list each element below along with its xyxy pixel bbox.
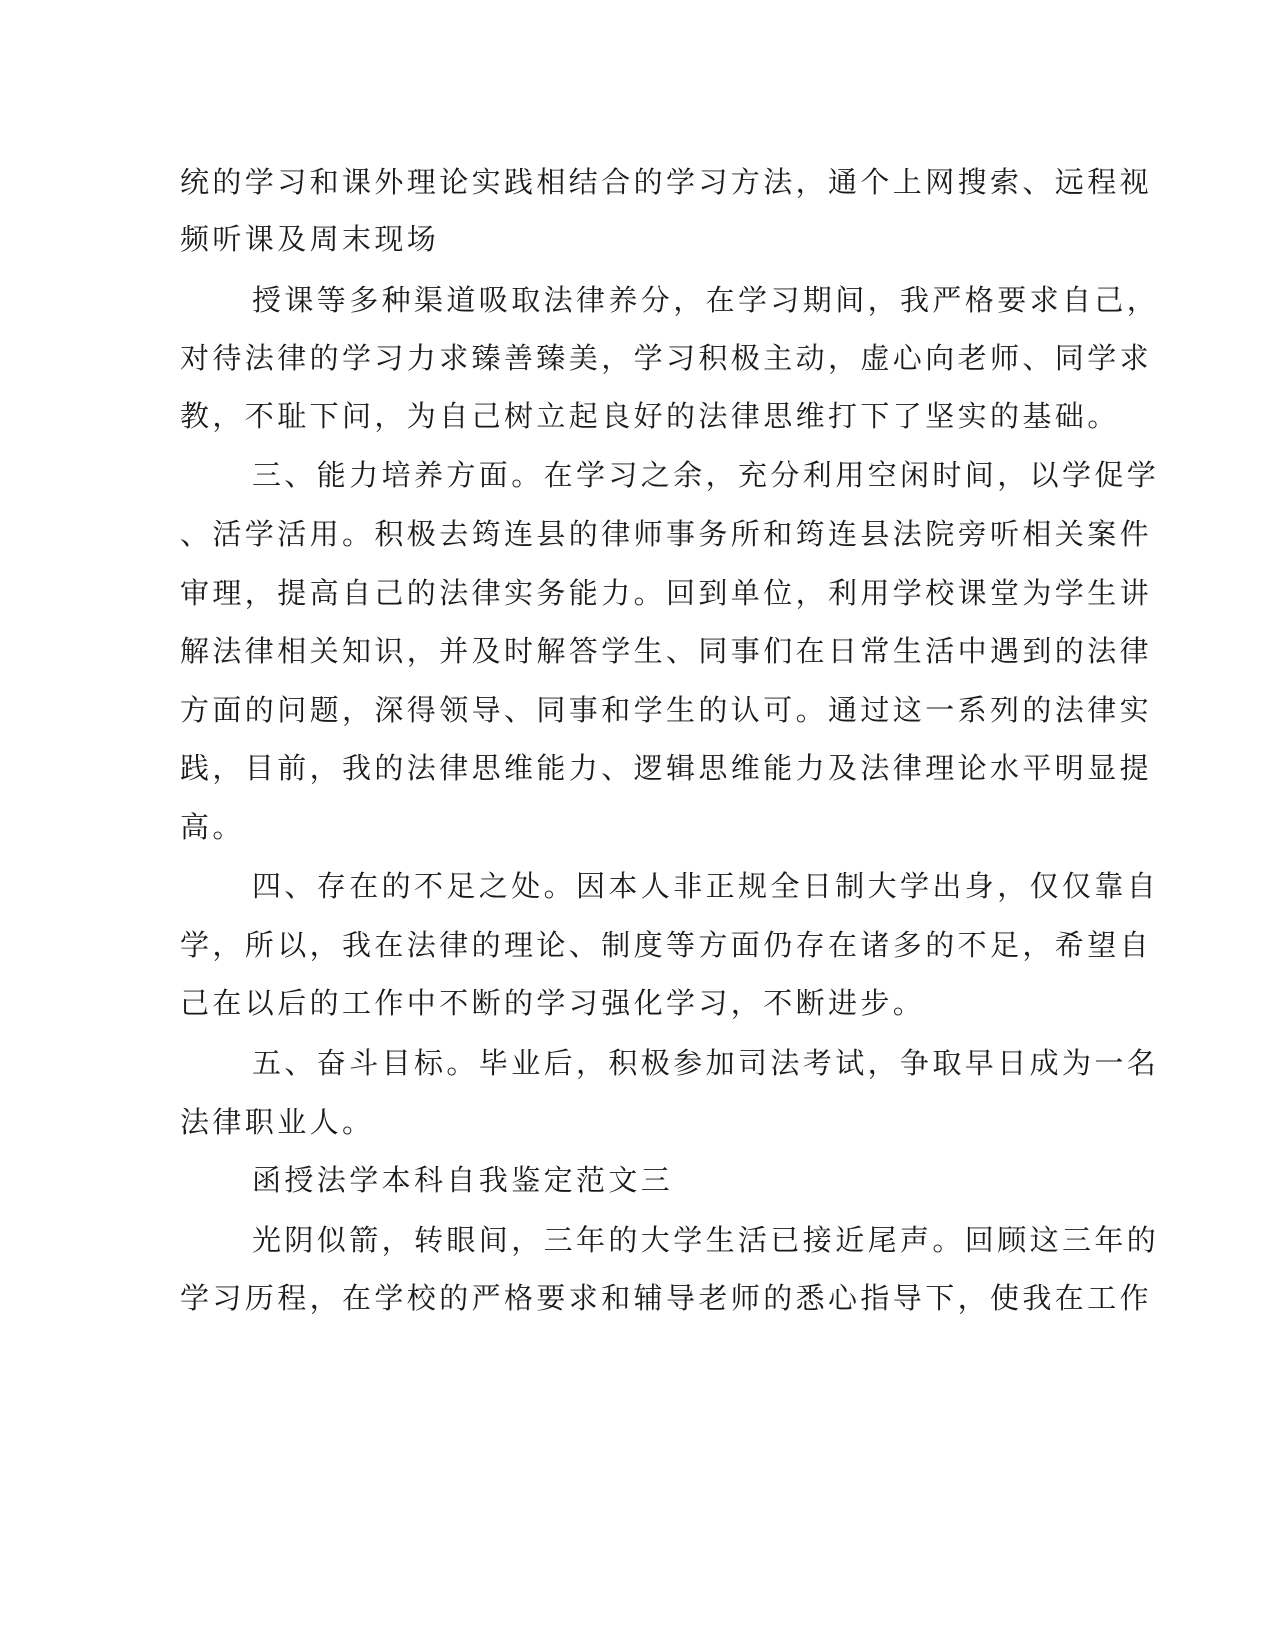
text-line: 授课等多种渠道吸取法律养分，在学习期间，我严格要求自己， [252,283,1160,317]
text-line: 频听课及周末现场 [180,222,440,256]
text-line: 、活学活用。积极去筠连县的律师事务所和筠连县法院旁听相关案件 [180,517,1153,551]
text-line: 审理，提高自己的法律实务能力。回到单位，利用学校课堂为学生讲 [180,576,1153,610]
text-line: 高。 [180,810,245,844]
text-line: 四、存在的不足之处。因本人非正规全日制大学出身，仅仅靠自 [252,869,1160,903]
text-line: 学，所以，我在法律的理论、制度等方面仍存在诸多的不足，希望自 [180,928,1153,962]
text-line: 方面的问题，深得领导、同事和学生的认可。通过这一系列的法律实 [180,693,1153,727]
text-line: 学习历程，在学校的严格要求和辅导老师的悉心指导下，使我在工作 [180,1281,1153,1315]
text-line: 教，不耻下问，为自己树立起良好的法律思维打下了坚实的基础。 [180,399,1120,433]
text-line: 统的学习和课外理论实践相结合的学习方法，通个上网搜索、远程视 [180,165,1153,199]
text-line: 光阴似箭，转眼间，三年的大学生活已接近尾声。回顾这三年的 [252,1223,1160,1257]
text-line: 践，目前，我的法律思维能力、逻辑思维能力及法律理论水平明显提 [180,751,1153,785]
text-line: 解法律相关知识，并及时解答学生、同事们在日常生活中遇到的法律 [180,634,1153,668]
section-heading: 函授法学本科自我鉴定范文三 [252,1163,674,1197]
text-line: 己在以后的工作中不断的学习强化学习，不断进步。 [180,986,926,1020]
text-line: 三、能力培养方面。在学习之余，充分利用空闲时间，以学促学 [252,458,1160,492]
text-line: 五、奋斗目标。毕业后，积极参加司法考试，争取早日成为一名 [252,1046,1160,1080]
text-line: 对待法律的学习力求臻善臻美，学习积极主动，虚心向老师、同学求 [180,341,1153,375]
text-line: 法律职业人。 [180,1105,375,1139]
